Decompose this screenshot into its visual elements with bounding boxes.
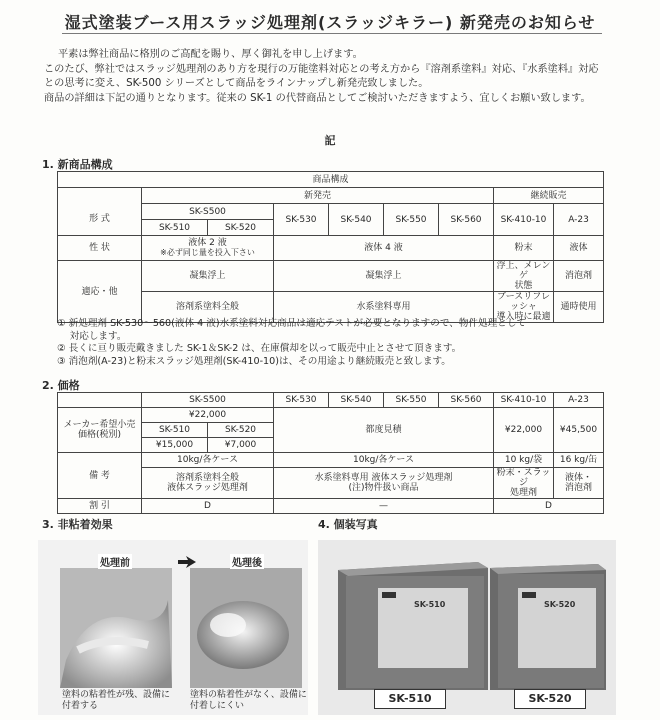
cell-sk530: SK-530	[274, 204, 329, 236]
product-lineup-table	[57, 171, 604, 323]
notes-list	[57, 318, 526, 368]
booth-line-1: ブースリフレッシャ	[497, 292, 550, 312]
carton-label-510: SK-510	[414, 600, 446, 609]
cell-remark-2	[274, 468, 494, 499]
price-table	[57, 392, 604, 514]
row-label-price	[58, 408, 142, 453]
before-caption-line: 塗料の粘着性が残、設備に	[62, 690, 171, 700]
cell-remark-1	[142, 468, 274, 499]
row-label-remarks: 備 考	[58, 453, 142, 499]
booth-line-2: 導入時に最適	[496, 312, 551, 322]
cell-a23: A-23	[554, 393, 604, 408]
after-caption	[190, 690, 307, 712]
nonstick-photos-graphic	[38, 540, 308, 715]
box-label-510: SK-510	[374, 689, 446, 709]
row-label-nature: 性 状	[58, 236, 142, 261]
price-label-line-2: 価格(税別)	[77, 430, 122, 440]
cell-pack-2: 10kg/各ケース	[274, 453, 494, 468]
cell-discount-3: D	[494, 499, 604, 514]
after-caption-line: 付着しにくい	[190, 701, 245, 711]
cell-sk540: SK-540	[329, 393, 384, 408]
remark-4-line-2: 消泡剤	[564, 483, 592, 493]
title-underline	[62, 33, 602, 34]
section-heading-nonstick: 3. 非粘着効果	[42, 518, 113, 531]
page-title: 湿式塗装ブース用スラッジ処理剤(スラッジキラー) 新発売のお知らせ	[64, 13, 596, 32]
cell-liquid-2	[142, 236, 274, 261]
cell-price-520: ¥7,000	[208, 438, 274, 453]
intro-line: との思考に変え、SK-500 シリーズとして商品をラインナップし新発売致しました。	[44, 78, 429, 89]
remark-1-line-1: 溶剤系塗料全般	[175, 473, 239, 483]
nonstick-photo-area	[38, 540, 308, 715]
cell-sk410: SK-410-10	[494, 204, 554, 236]
intro-line: 平素は弊社商品に格別のご高配を賜り、厚く御礼を申し上げます。	[58, 49, 363, 60]
intro-line: このたび、弊社ではスラッジ処理剤のあり方を現行の万能塗料対応との考え方から『溶剤系塗料』対応、『水系塗料』対応	[44, 63, 599, 75]
cell-quote: 都度見積	[274, 408, 494, 453]
price-label-line-1: メーカー希望小売	[63, 420, 136, 430]
carton-label-520: SK-520	[544, 600, 576, 609]
cell-pack-4: 16 kg/缶	[554, 453, 604, 468]
section-heading-products: 1. 新商品構成	[42, 158, 113, 171]
remark-1-line-2: 液体スラッジ処理剤	[167, 483, 248, 493]
package-photo-area	[318, 540, 616, 715]
cell-pack-3: 10 kg/袋	[494, 453, 554, 468]
continued-header: 継続販売	[494, 188, 604, 204]
after-label: 処理後	[230, 554, 264, 569]
new-release-header: 新発売	[142, 188, 494, 204]
cell-gyoshu-2: 凝集浮上	[274, 261, 494, 292]
cell-powder: 粉末	[494, 236, 554, 261]
before-label: 処理前	[98, 554, 132, 569]
box-label-520: SK-520	[514, 689, 586, 709]
cell-sk540: SK-540	[329, 204, 384, 236]
cell-water: 水系塗料専用	[274, 292, 494, 323]
cell-liquid-4: 液体 4 液	[274, 236, 494, 261]
cell-gyoshu-1: 凝集浮上	[142, 261, 274, 292]
cell-sk5500: SK-S500	[142, 393, 274, 408]
after-caption-line: 塗料の粘着性がなく、設備に	[190, 690, 307, 700]
cell-sk5500: SK-S500	[142, 204, 274, 220]
before-caption-line: 付着する	[62, 701, 99, 711]
cell-price-510: ¥15,000	[142, 438, 208, 453]
row-label-type: 形 式	[58, 204, 142, 236]
note-line: ② 長くに亘り販売戴きました SK-1＆SK-2 は、在庫償却を以って販売中止とさせて頂きます。	[57, 343, 462, 354]
ki-heading: 記	[324, 134, 336, 147]
section-heading-price: 2. 価格	[42, 379, 80, 392]
blank-cell	[58, 188, 142, 204]
cell-sk510: SK-510	[142, 423, 208, 438]
float-line-1: 浮上、メレンゲ	[496, 261, 551, 281]
table-header: 商品構成	[58, 172, 604, 188]
note-line: ① 新処理剤 SK-530～560(液体 4 液)水系塗料対応商品は適応テストが必要となりますので、物件処理として	[57, 318, 527, 329]
cell-sk550: SK-550	[384, 204, 439, 236]
cell-sk560: SK-560	[439, 393, 494, 408]
cell-float	[494, 261, 554, 292]
cell-set-price: ¥22,000	[142, 408, 274, 423]
note-line: 対応します。	[57, 330, 127, 342]
cell-sk550: SK-550	[384, 393, 439, 408]
cell-sk520: SK-520	[208, 220, 274, 236]
cell-remark-4	[554, 468, 604, 499]
cell-pack-1: 10kg/各ケース	[142, 453, 274, 468]
cell-discount-1: D	[142, 499, 274, 514]
cell-liquid: 液体	[554, 236, 604, 261]
intro-line: 商品の詳細は下記の通りとなります。従来の SK-1 の代替商品としてご検討いただきますよう、宜しくお願い致します。	[44, 92, 591, 104]
row-label-discount: 割 引	[58, 499, 142, 514]
row-label-use: 適応・他	[58, 261, 142, 323]
remark-4-line-1: 液体・	[564, 473, 592, 483]
cell-sk410: SK-410-10	[494, 393, 554, 408]
before-caption	[62, 690, 170, 712]
cell-price-410: ¥22,000	[494, 408, 554, 453]
intro-text	[44, 48, 644, 106]
cell-sk560: SK-560	[439, 204, 494, 236]
cell-price-a23: ¥45,500	[554, 408, 604, 453]
remark-2-line-1: 水系塗料専用 液体スラッジ処理剤	[314, 473, 453, 483]
liquid-2-text: 液体 2 液	[188, 238, 227, 248]
cell-regular: 通時使用	[554, 292, 604, 323]
cell-discount-2: —	[274, 499, 494, 514]
cell-solvent: 溶剤系塗料全般	[142, 292, 274, 323]
section-heading-package: 4. 個装写真	[318, 518, 378, 531]
remark-3-line-2: 処理剤	[509, 488, 537, 498]
cell-sk510: SK-510	[142, 220, 208, 236]
cell-sk520: SK-520	[208, 423, 274, 438]
blank-cell	[58, 393, 142, 408]
cell-sk530: SK-530	[274, 393, 329, 408]
liquid-2-note: ※必ず同じ量を投入下さい	[160, 248, 255, 257]
remark-3-line-1: 粉末・スラッジ	[496, 468, 551, 488]
note-line: ③ 消泡剤(A-23)と粉末スラッジ処理剤(SK-410-10)は、その用途より継続販売と致します。	[57, 355, 451, 367]
cell-remark-3	[494, 468, 554, 499]
cell-a23: A-23	[554, 204, 604, 236]
float-line-2: 状態	[514, 281, 533, 291]
remark-2-line-2: (注)物件扱い商品	[348, 483, 419, 493]
cell-antifoam: 消泡剤	[554, 261, 604, 292]
